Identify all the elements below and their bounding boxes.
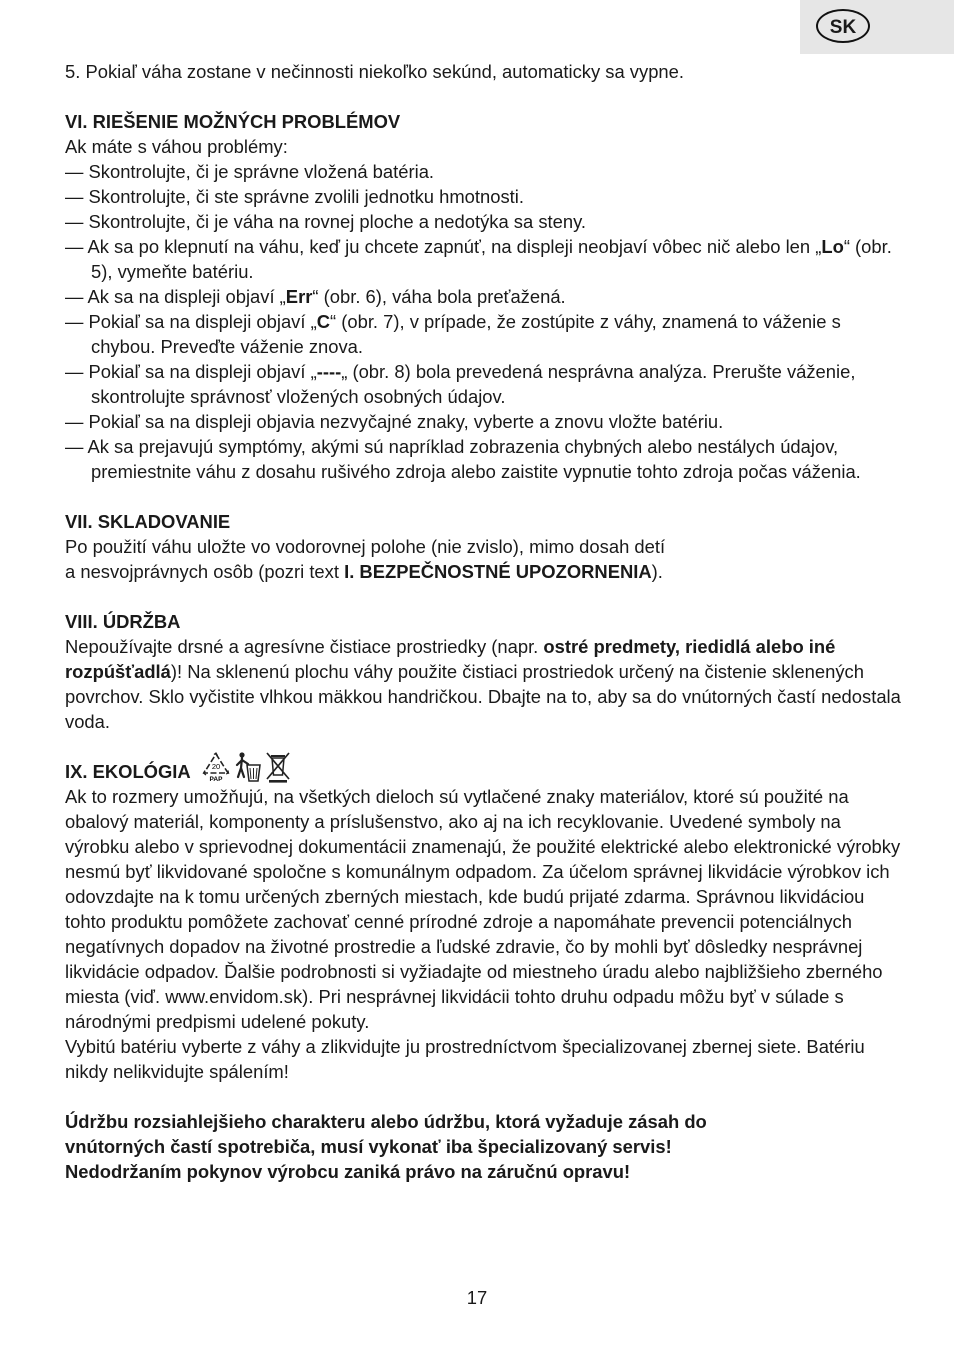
section-9-heading: IX. EKOLÓGIA xyxy=(65,761,191,782)
final-note-line: Nedodržaním pokynov výrobcu zaniká právo na záručnú opravu! xyxy=(65,1161,631,1182)
troubleshoot-item: — Ak sa na displeji objaví „Err“ (obr. 6), váha bola preťažená. xyxy=(65,286,566,307)
recycle-label: PAP xyxy=(209,776,223,783)
troubleshoot-item: — Ak sa po klepnutí na váhu, keď ju chcete zapnúť, na displeji neobjaví vôbec nič alebo len „Lo“ (obr. 5), vymeňte batériu. xyxy=(65,236,892,282)
language-badge: SK xyxy=(816,9,870,43)
troubleshoot-item: — Pokiaľ sa na displeji objaví „C“ (obr. 7), v prípade, že zostúpite z váhy, znamená to váženie s chybou. Preveďte váženie znova. xyxy=(65,311,841,357)
troubleshoot-item: — Skontrolujte, či je správne vložená batéria. xyxy=(65,161,435,182)
battery-disposal-text: Vybitú batériu vyberte z váhy a zlikvidujte ju prostredníctvom špecializovanej zbernej siete. Batériu nikdy nelikvidujte spálením! xyxy=(65,1036,865,1082)
ecology-icons xyxy=(201,751,291,783)
page-number: 17 xyxy=(466,1287,488,1308)
troubleshoot-item: — Skontrolujte, či je váha na rovnej ploche a nedotýka sa steny. xyxy=(65,211,587,232)
page-content xyxy=(65,59,905,1184)
troubleshoot-item: — Pokiaľ sa na displeji objavia nezvyčajné znaky, vyberte a znovu vložte batériu. xyxy=(65,411,724,432)
final-note-line: Údržbu rozsiahlejšieho charakteru alebo údržbu, ktorá vyžaduje zásah do xyxy=(65,1111,707,1132)
section-7-line2: a nesvojprávnych osôb (pozri text I. BEZPEČNOSTNÉ UPOZORNENIA). xyxy=(65,561,663,582)
troubleshoot-item: — Pokiaľ sa na displeji objaví „----„ (obr. 8) bola prevedená nesprávna analýza. Prerušte váženie, skontrolujte správnosť vložených osobných údajov. xyxy=(65,361,856,407)
recycle-paper-icon xyxy=(201,751,231,783)
section-6-intro: Ak máte s váhou problémy: xyxy=(65,136,288,157)
section-6-heading: VI. RIEŠENIE MOŽNÝCH PROBLÉMOV xyxy=(65,111,401,132)
final-note-line: vnútorných častí spotrebiča, musí vykonať iba špecializovaný servis! xyxy=(65,1136,672,1157)
section-7-line1: Po použití váhu uložte vo vodorovnej polohe (nie zvislo), mimo dosah detí xyxy=(65,536,666,557)
tidy-man-icon xyxy=(234,751,262,783)
crossed-bin-icon xyxy=(265,751,291,783)
section-9-heading-row xyxy=(65,759,905,784)
troubleshoot-item: — Ak sa prejavujú symptómy, akými sú napríklad zobrazenia chybných alebo nestálych údajov, premiestnite váhu z dosahu rušivého zdroja alebo zaistite vypnutie tohto zdroja počas váženia. xyxy=(65,436,861,482)
troubleshoot-item: — Skontrolujte, či ste správne zvolili jednotku hmotnosti. xyxy=(65,186,524,207)
section-8-text: Nepoužívajte drsné a agresívne čistiace prostriedky (napr. ostré predmety, riedidlá alebo iné rozpúšťadlá)! Na sklenenú plochu váhy použite čistiaci prostriedok určený na čistenie sklenených povrchov. Sklo vyčistite vlhkou mäkkou handričkou. Dbajte na to, aby sa do vnútorných častí nedostala voda. xyxy=(65,636,901,732)
section-8-heading: VIII. ÚDRŽBA xyxy=(65,611,181,632)
section-9-text: Ak to rozmery umožňujú, na všetkých dieloch sú vytlačené znaky materiálov, ktoré sú použité na obalový materiál, komponenty a príslušenstvo, ako aj na ich recyklovanie. Uvedené symboly na výrobku alebo v sprievodnej dokumentácii znamenajú, že použité elektrické alebo elektronické výrobky nesmú byť likvidované spoločne s komunálnym odpadom. Za účelom správnej likvidácie výrobkov ich odovzdajte na k tomu určených zberných miestach, kde budú prijaté zdarma. Správnou likvidáciou tohto produktu pomôžete zachovať cenné prírodné zdroje a napomáhate prevencii potenciálnych negatívnych dopadov na životné prostredie a ľudské zdravie, čo by mohli byť dôsledky nesprávnej likvidácie odpadov. Ďalšie podrobnosti si vyžiadajte od miestneho úradu alebo najbližšieho zberného miesta (viď. www.envidom.sk). Pri nesprávnej likvidácii tohto druhu odpadu môžu byť v súlade s národnými predpismi udelené pokuty. xyxy=(65,786,901,1032)
section-7-heading: VII. SKLADOVANIE xyxy=(65,511,231,532)
language-tab xyxy=(800,0,954,54)
recycle-number: 20 xyxy=(211,762,220,771)
step-5: 5. Pokiaľ váha zostane v nečinnosti niekoľko sekúnd, automaticky sa vypne. xyxy=(65,61,684,82)
